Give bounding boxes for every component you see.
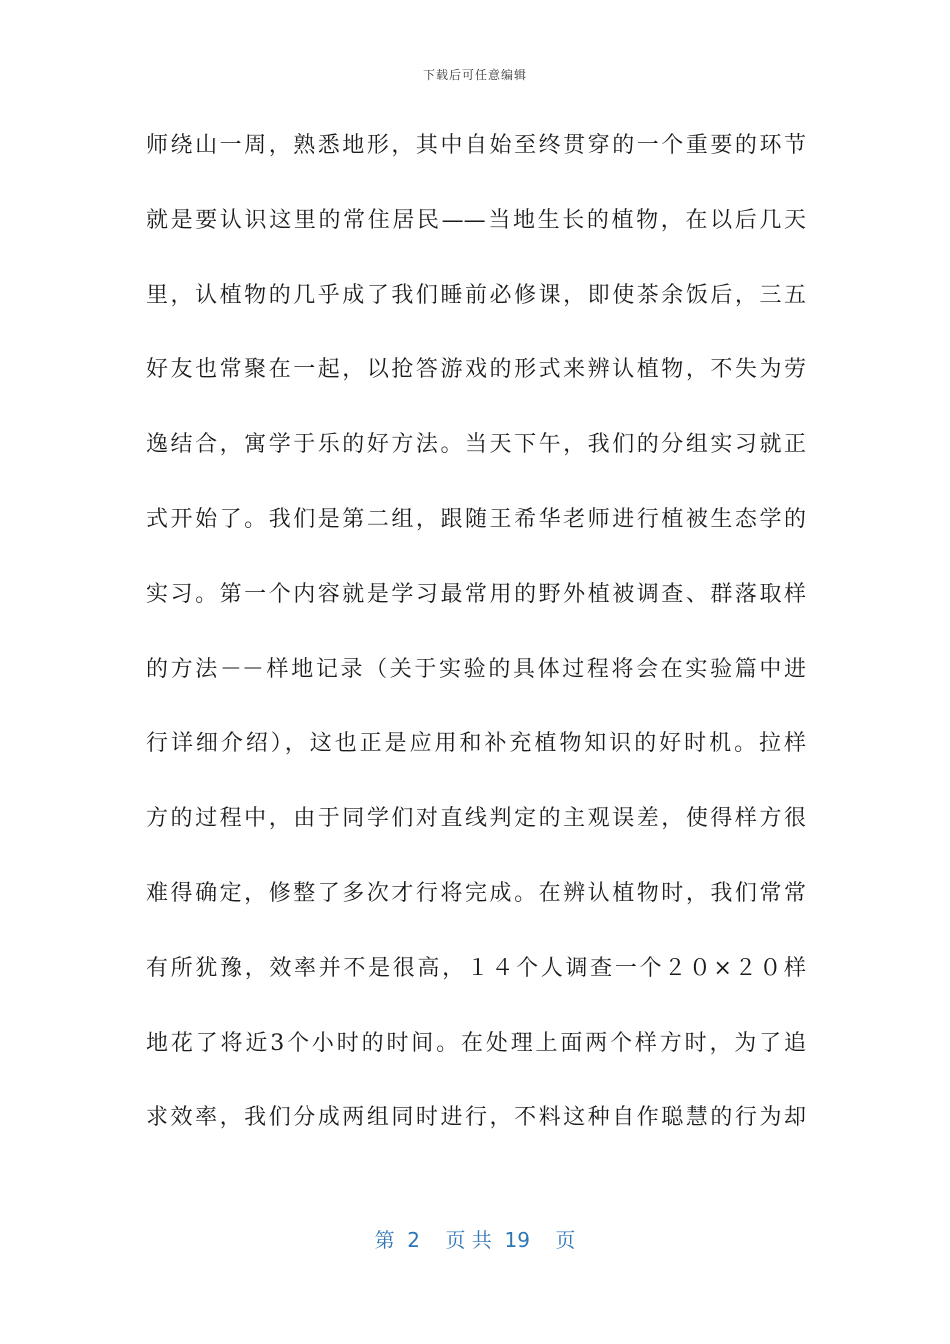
text-line: 逸结合，寓学于乐的好方法。当天下午，我们的分组实习就正 [146,432,806,458]
body-text [146,126,806,1173]
text-line: 就是要认识这里的常住居民——当地生长的植物，在以后几天 [146,207,806,233]
text-line: 的方法－－样地记录（关于实验的具体过程将会在实验篇中进 [146,656,806,682]
text-line: 好友也常聚在一起，以抢答游戏的形式来辨认植物，不失为劳 [146,357,806,383]
text-line: 难得确定，修整了多次才行将完成。在辨认植物时，我们常常 [146,880,806,906]
text-line: 式开始了。我们是第二组，跟随王希华老师进行植被生态学的 [146,506,806,532]
text-line: 行详细介绍），这也正是应用和补充植物知识的好时机。拉样 [146,731,806,757]
text-line: 师绕山一周，熟悉地形，其中自始至终贯穿的一个重要的环节 [146,133,806,158]
text-line: 地花了将近3个小时的时间。在处理上面两个样方时，为了追 [146,1030,806,1056]
text-line: 方的过程中，由于同学们对直线判定的主观误差，使得样方很 [146,806,806,832]
text-line: 里，认植物的几乎成了我们睡前必修课，即使茶余饭后，三五 [146,282,806,308]
page-header: 下载后可任意编辑 [422,68,527,82]
text-line: 实习。第一个内容就是学习最常用的野外植被调查、群落取样 [146,581,806,607]
text-line: 有所犹豫，效率并不是很高，１４个人调查一个２０×２０样 [146,955,806,981]
text-line: 求效率，我们分成两组同时进行，不料这种自作聪慧的行为却 [146,1105,806,1131]
page-number-footer: 第 2 页 共 19 页 [374,1228,576,1252]
